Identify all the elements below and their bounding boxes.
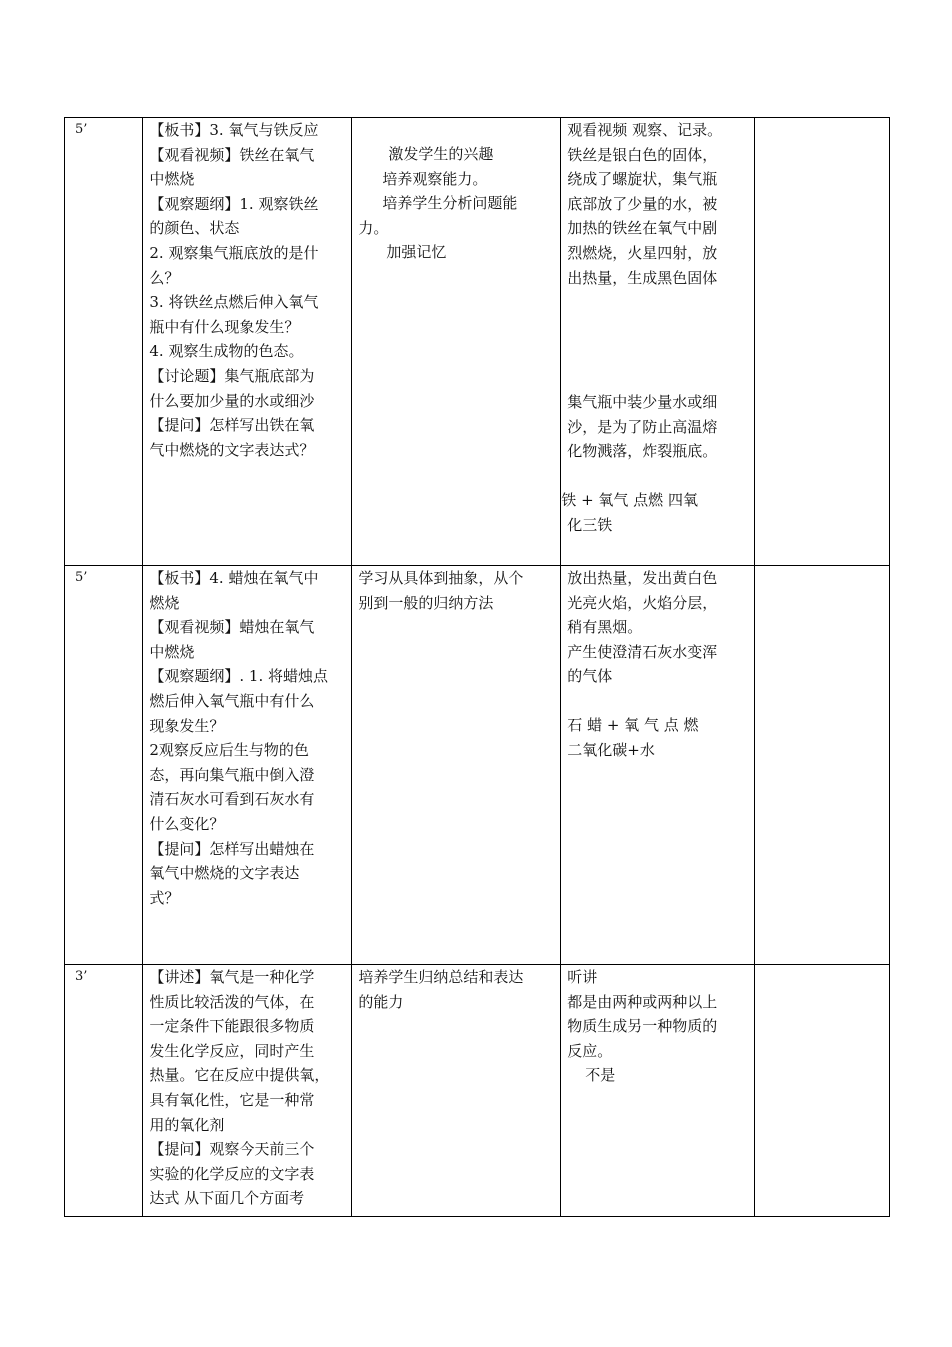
text-line: 绕成了螺旋状，集气瓶 <box>567 170 718 189</box>
teacher-activity-cell <box>143 118 352 566</box>
text-line: 气中燃烧的文字表达式？ <box>149 440 315 459</box>
text-line: 培养学生归纳总结和表达 <box>358 968 524 986</box>
text-line: 【讨论题】集气瓶底部为 <box>149 366 315 385</box>
text-line: 现象发生？ <box>149 716 225 735</box>
notes-cell <box>755 965 890 1217</box>
lesson-plan-table <box>64 117 890 1217</box>
student-activity-cell <box>561 566 755 965</box>
text-line: 性质比较活泼的气体，在 <box>149 992 315 1011</box>
text-line: 激发学生的兴趣 <box>388 145 494 163</box>
text-line: 【讲述】氧气是一种化学 <box>149 968 315 986</box>
text-line: 【板书】3. 氧气与铁反应 <box>149 121 319 139</box>
text-line: 不是 <box>585 1066 616 1085</box>
text-line: 【提问】怎样写出蜡烛在 <box>149 839 315 858</box>
text-line: 4. 观察生成物的色态。 <box>149 342 304 361</box>
text-line: 2. 观察集气瓶底放的是什 <box>149 243 319 262</box>
text-line: 铁丝是银白色的固体， <box>567 145 718 164</box>
design-intent-cell <box>352 566 561 965</box>
notes-cell <box>755 118 890 566</box>
text-line: 出热量，生成黑色固体 <box>567 268 718 287</box>
word-equation-line: 二氧化碳+水 <box>567 740 655 759</box>
table-row <box>65 118 890 566</box>
time-value: 5’ <box>75 570 88 585</box>
time-value: 5’ <box>75 122 88 137</box>
text-line: 态，再向集气瓶中倒入澄 <box>149 765 315 784</box>
word-equation-line: 化三铁 <box>567 515 613 534</box>
text-line: 燃后伸入氧气瓶中有什么 <box>149 691 315 710</box>
text-line: 都是由两种或两种以上 <box>567 992 718 1011</box>
text-line: 2观察反应后生与物的色 <box>149 741 309 760</box>
text-line: 燃烧 <box>149 593 180 612</box>
text-line: 【观察题纲】1. 观察铁丝 <box>149 194 319 213</box>
text-line: 式？ <box>149 888 180 907</box>
student-activity-cell <box>561 965 755 1217</box>
text-line: 学习从具体到抽象，从个 <box>358 569 524 587</box>
design-intent-cell <box>352 118 561 566</box>
text-line: 【板书】4. 蜡烛在氧气中 <box>149 569 319 587</box>
text-line: 【观看视频】蜡烛在氧气 <box>149 618 315 637</box>
notes-cell <box>755 566 890 965</box>
text-line: 的颜色、状态 <box>149 219 240 238</box>
text-line: 沙，是为了防止高温熔 <box>567 417 718 436</box>
text-line: 的能力 <box>358 992 404 1011</box>
text-line: 什么变化？ <box>149 814 225 833</box>
text-line: 稍有黑烟。 <box>567 618 643 637</box>
text-line: 【提问】怎样写出铁在氧 <box>149 416 315 435</box>
text-line: 中燃烧 <box>149 642 195 661</box>
time-cell <box>65 965 143 1217</box>
text-line: 热量。它在反应中提供氧， <box>149 1066 330 1085</box>
text-line: 【观察题纲】. 1. 将蜡烛点 <box>149 667 328 686</box>
design-intent-cell <box>352 965 561 1217</box>
text-line: 底部放了少量的水，被 <box>567 194 718 213</box>
text-line: 力。 <box>358 218 389 237</box>
text-line: 【提问】观察今天前三个 <box>149 1140 315 1159</box>
text-line: 反应。 <box>567 1041 613 1060</box>
text-line: 什么要加少量的水或细沙 <box>149 391 315 410</box>
text-line: 物质生成另一种物质的 <box>567 1017 718 1036</box>
text-line: 加热的铁丝在氧气中剧 <box>567 219 718 238</box>
text-line: 氧气中燃烧的文字表达 <box>149 864 300 883</box>
text-line: 化物溅落，炸裂瓶底。 <box>567 442 718 461</box>
time-cell <box>65 118 143 566</box>
text-line: 烈燃烧，火星四射，放 <box>567 243 718 262</box>
text-line: 集气瓶中装少量水或细 <box>567 393 718 412</box>
text-line: 中燃烧 <box>149 170 195 189</box>
text-line: 发生化学反应，同时产生 <box>149 1041 315 1060</box>
text-line: 放出热量，发出黄白色 <box>567 569 718 587</box>
text-line: 具有氧化性，它是一种常 <box>149 1090 315 1109</box>
text-line: 培养学生分析问题能 <box>382 194 518 213</box>
text-line: 听讲 <box>567 968 598 986</box>
text-line: 达式 从下面几个方面考 <box>149 1189 305 1208</box>
word-equation-line: 铁 + 氧气 点燃 四氧 <box>561 490 698 509</box>
time-cell <box>65 566 143 965</box>
table-row <box>65 965 890 1217</box>
text-line: 的气体 <box>567 667 613 686</box>
table-row <box>65 566 890 965</box>
text-line: 别到一般的归纳方法 <box>358 593 494 612</box>
text-line: 【观看视频】铁丝在氧气 <box>149 145 315 164</box>
text-line: 观看视频 观察、记录。 <box>567 121 723 139</box>
text-line: 用的氧化剂 <box>149 1115 225 1134</box>
teacher-activity-cell <box>143 965 352 1217</box>
student-activity-cell <box>561 118 755 566</box>
teacher-activity-cell <box>143 566 352 965</box>
text-line: 3. 将铁丝点燃后伸入氧气 <box>149 293 319 312</box>
text-line: 培养观察能力。 <box>382 169 488 188</box>
text-line: 一定条件下能跟很多物质 <box>149 1017 315 1036</box>
text-line: 产生使澄清石灰水变浑 <box>567 642 718 661</box>
time-value: 3’ <box>75 969 88 984</box>
text-line: 么？ <box>149 268 180 287</box>
text-line: 实验的化学反应的文字表 <box>149 1164 315 1183</box>
word-equation-line: 石 蜡 + 氧 气 点 燃 <box>567 715 699 734</box>
text-line: 光亮火焰，火焰分层， <box>567 593 718 612</box>
text-line: 清石灰水可看到石灰水有 <box>149 790 315 809</box>
text-line: 瓶中有什么现象发生？ <box>149 317 300 336</box>
text-line: 加强记忆 <box>386 243 447 262</box>
